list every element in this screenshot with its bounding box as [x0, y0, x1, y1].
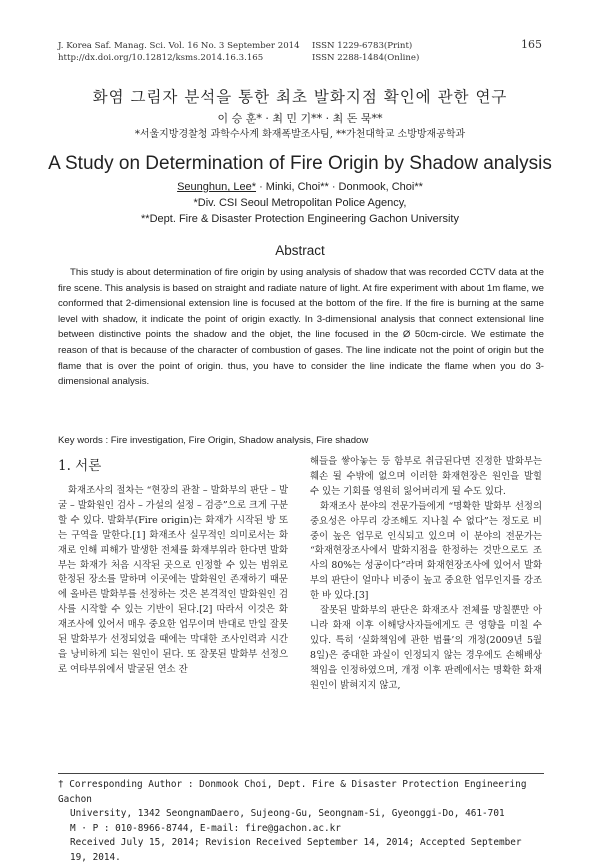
body-paragraph: 해들을 쌓아놓는 등 함부로 취급된다면 진정한 발화부는 훼손 될 수밖에 없으며 이러한 화재현장은 원인을 발힐 수 있는 기회를 영원히 잃어버리게 될 수도 있다. [310, 456, 542, 497]
body-paragraph: 화재조사의 절차는 “현장의 관찰 – 발화부의 판단 – 발굴 – 발화원인 검사 – 가설의 설정 – 검증”으로 크게 구분할 수 있다. 발화부(Fire origin)는 화재가 시작된 방 또는 구역을 말한다.[1] 화재조사 실무적인 의미로서는 화재로 인해 피해가 발생한 전체를 화재부위라 한다면 발화부는 화재가 처음 시작된 곳으로 인정할 수 있는 범위로 한정된 장소를 말하며 이곳에는 발화원인 존재하기 때문에 올바른 발화부를 선정하는 것은 본격적인 발화원인 검사를 시작할 수 있는 기반이 된다.[2] 따라서 이것은 화재조사에 있어서 매우 중요한 업무이며 반대로 만일 잘못된 발화부가 선정되었을 때에는 막대한 조사인력과 시간을 낭비하게 되는 원인이 된다. 또 잘못된 발화부 선정으로 여타부위에서 발굴된 연소 잔 [58, 485, 288, 675]
english-authors [0, 181, 600, 193]
korean-authors: 이 승 훈* · 최 민 기** · 최 돈 묵** [217, 112, 383, 125]
body-paragraph: 잘못된 발화부의 판단은 화재조사 전체를 망칠뿐만 아니라 화재 이후 이해당사자들에게도 큰 영향을 미칠 수 있다. 특히 ‘실화책임에 관한 법률’의 개정(2009년 5월 8일)은 중대한 과실이 인정되지 않는 경우에도 손해배상책임을 인정하였으며, 개정 이후 판례에서는 명확한 화재원인이 밝혀지지 않고, [310, 605, 542, 691]
doi-link[interactable]: http://dx.doi.org/10.12812/ksms.2014.16.3.165 [58, 53, 264, 63]
english-affiliation-1: *Div. CSI Seoul Metropolitan Police Agency, [193, 197, 407, 209]
issn-print: ISSN 1229-6783(Print) [312, 41, 413, 51]
issn-online: ISSN 2288-1484(Online) [312, 53, 420, 63]
keywords: Key words : Fire investigation, Fire Origin, Shadow analysis, Fire shadow [58, 435, 369, 446]
section-heading: 1. 서론 [58, 458, 102, 474]
korean-title: 화염 그림자 분석을 통한 최초 발화지점 확인에 관한 연구 [92, 88, 508, 106]
author-address: University, 1342 SeongnamDaero, Sujeong-Gu, Seongnam-Si, Gyeonggi-Do, 461-701 [70, 808, 505, 820]
first-author: Seunghun, Lee* [177, 181, 257, 193]
footnote-divider [58, 773, 544, 774]
received-dates: Received July 15, 2014; Revision Received September 14, 2014; Accepted September 19, 2014. [70, 837, 522, 863]
abstract-text: This study is about determination of fire origin by using analysis of shadow that was recorded CCTV data at the fire scene. This analysis is based on straight and radiate nature of light. At fire experiment with about 1m flame, we conformed that 2-dimensional extension line is focused at the bottom of the fire. If the fire is burning at the same level with shadow, it indicate the point of origin exactly. In 3-dimensional analysis that connect extensional line between distinctive points the shadow and the objet, the line focused in the Ø 50cm-circle. We estimate the reason of that is because of the character of combustion of gases. The line indicate not the point of origin but the flame that is over the point of origin. thus, you have to consider the line indicate the flame when you do 3-dimensional analysis. [58, 267, 544, 388]
right-column [310, 455, 542, 694]
corresponding-author: † Corresponding Author : Donmook Choi, Dept. Fire & Disaster Protection Engineering Gachon [58, 779, 527, 805]
footnote [58, 778, 544, 866]
korean-affiliation: *서울지방경찰청 과학수사계 화재폭발조사팀, **가천대학교 소방방재공학과 [134, 129, 466, 140]
abstract-heading: Abstract [275, 243, 325, 258]
other-authors: · Minki, Choi** · Donmook, Choi** [256, 181, 423, 193]
left-column [58, 484, 288, 678]
body-paragraph: 화재조사 분야의 전문가들에게 “명확한 발화부 선정의 중요성은 아무리 강조해도 지나칠 수 없다”는 정도로 비중이 높은 업무로 인식되고 있으며 이 분야의 전문가는 “화재현장조사에서 발화지점을 한정하는 것만으로도 조사의 80%는 성공이다”라며 화재현장조사에 있어서 발화부의 판단이 얼마나 비중이 높고 중요한 업무인지를 강조한 바 있다.[3] [310, 500, 542, 602]
issn-info [312, 40, 502, 64]
journal-info [58, 40, 300, 64]
english-affiliation-2: **Dept. Fire & Disaster Protection Engineering Gachon University [141, 213, 459, 225]
journal-line: J. Korea Saf. Manag. Sci. Vol. 16 No. 3 September 2014 [58, 41, 300, 51]
english-title: A Study on Determination of Fire Origin by Shadow analysis [48, 153, 552, 174]
author-contact: M · P : 010-8966-8744, E-mail: fire@gachon.ac.kr [70, 822, 341, 834]
page-number: 165 [521, 38, 542, 51]
